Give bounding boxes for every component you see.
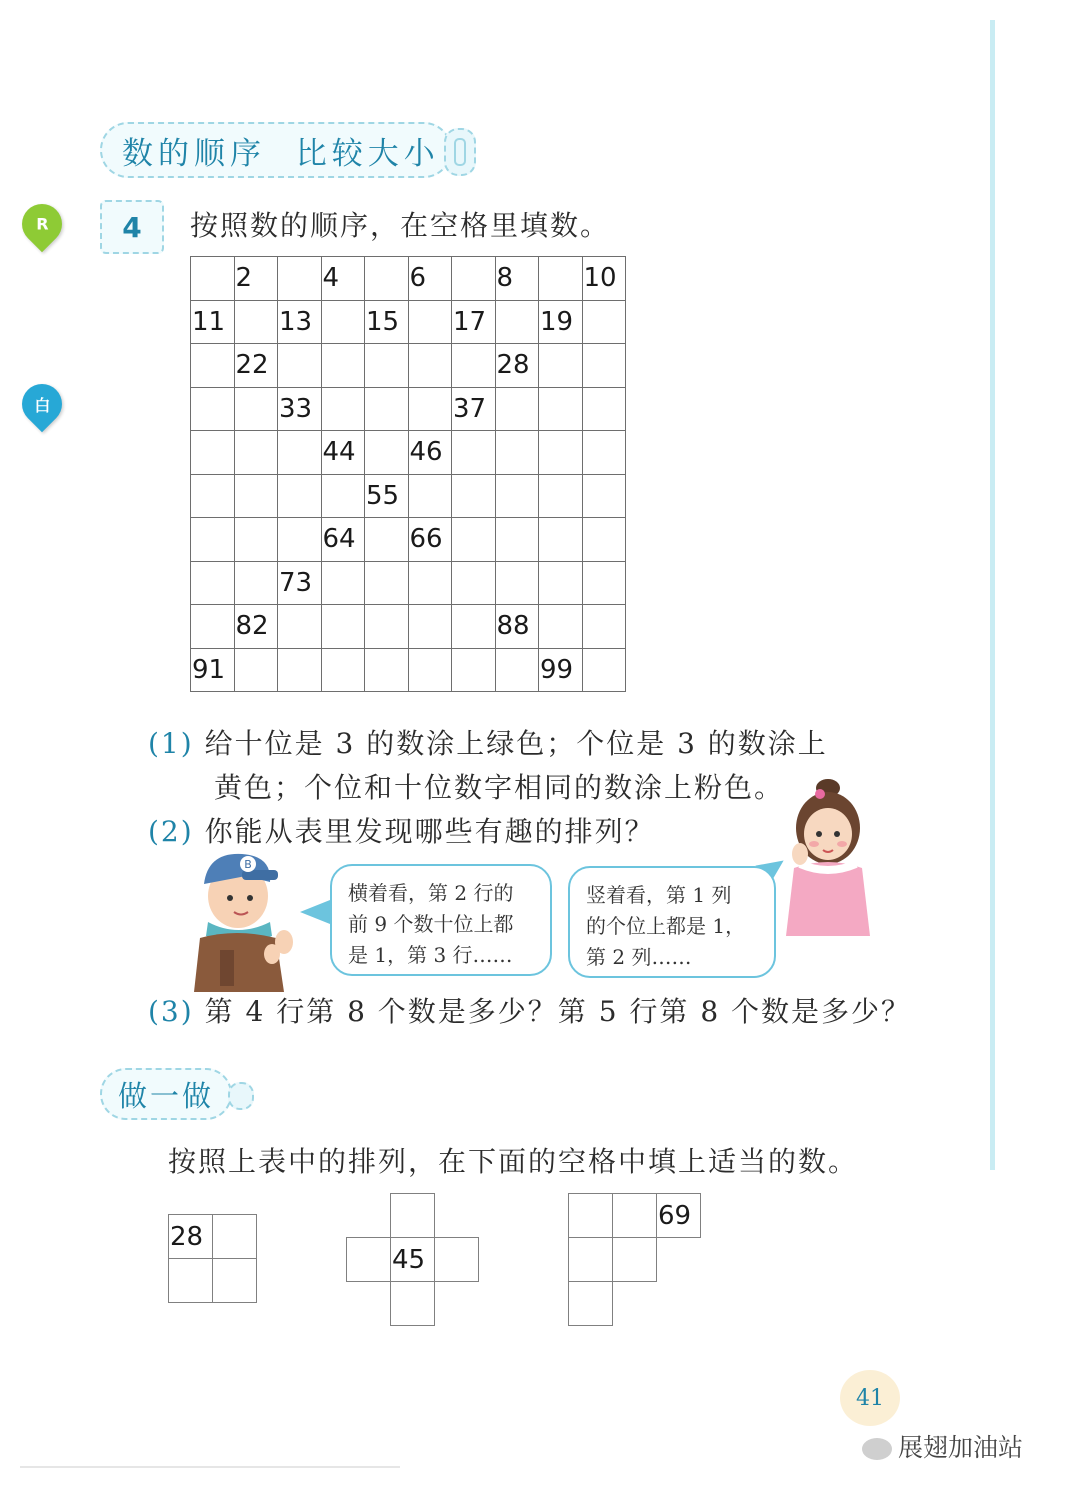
question-2-text: 你能从表里发现哪些有趣的排列？ xyxy=(204,815,655,848)
grid-cell[interactable] xyxy=(539,561,583,605)
grid-cell[interactable] xyxy=(582,300,626,344)
try-it-cap-icon xyxy=(228,1082,254,1110)
grid-cell[interactable] xyxy=(278,648,322,692)
watermark-text: 展翅加油站 xyxy=(898,1433,1024,1462)
grid-cell[interactable] xyxy=(234,387,278,431)
grid-cell[interactable]: 22 xyxy=(234,344,278,388)
try-it-banner xyxy=(100,1068,232,1120)
scroll-cap-icon xyxy=(444,128,476,176)
grid-cell[interactable] xyxy=(539,474,583,518)
question-2-number: (2) xyxy=(148,815,194,848)
grid-cell[interactable]: 73 xyxy=(278,561,322,605)
grid-cell[interactable]: 82 xyxy=(234,605,278,649)
green-pin-letter: R xyxy=(35,214,49,234)
grid-cell[interactable] xyxy=(539,431,583,475)
grid-cell[interactable] xyxy=(278,431,322,475)
grid-cell[interactable] xyxy=(452,474,496,518)
grid-cell[interactable] xyxy=(191,605,235,649)
grid-cell[interactable]: 37 xyxy=(452,387,496,431)
watermark xyxy=(862,1428,1023,1464)
grid-cell[interactable] xyxy=(408,300,452,344)
fill-cell[interactable] xyxy=(568,1281,613,1326)
grid-cell[interactable] xyxy=(495,518,539,562)
question-2 xyxy=(148,810,655,850)
section-title-banner xyxy=(100,122,452,178)
section-title: 数的顺序 比较大小 xyxy=(122,135,440,172)
question-3 xyxy=(148,990,911,1030)
grid-cell[interactable] xyxy=(278,474,322,518)
grid-cell[interactable] xyxy=(191,474,235,518)
question-1-text-line-1: 给十位是 3 的数涂上绿色；个位是 3 的数涂上 xyxy=(204,727,828,760)
grid-cell[interactable] xyxy=(234,474,278,518)
grid-cell[interactable] xyxy=(452,561,496,605)
grid-cell[interactable] xyxy=(234,561,278,605)
page-number: 41 xyxy=(856,1385,884,1411)
grid-cell[interactable] xyxy=(191,518,235,562)
grid-cell[interactable] xyxy=(365,605,409,649)
bottom-rule xyxy=(20,1466,400,1468)
grid-cell[interactable] xyxy=(539,387,583,431)
grid-cell[interactable] xyxy=(234,300,278,344)
grid-cell[interactable]: 4 xyxy=(321,257,365,301)
grid-cell[interactable] xyxy=(408,648,452,692)
question-3-text: 第 4 行第 8 个数是多少？第 5 行第 8 个数是多少？ xyxy=(204,995,912,1028)
grid-cell[interactable] xyxy=(452,257,496,301)
grid-cell[interactable]: 17 xyxy=(452,300,496,344)
question-1-text-line-2: 黄色；个位和十位数字相同的数涂上粉色。 xyxy=(214,771,785,804)
try-it-title: 做一做 xyxy=(117,1078,214,1113)
grid-cell[interactable] xyxy=(539,605,583,649)
grid-cell[interactable] xyxy=(582,474,626,518)
grid-cell[interactable]: 44 xyxy=(321,431,365,475)
grid-cell[interactable] xyxy=(321,605,365,649)
fill-cell[interactable] xyxy=(390,1193,435,1238)
grid-cell[interactable] xyxy=(582,605,626,649)
fill-cell[interactable] xyxy=(568,1237,613,1282)
grid-row xyxy=(191,257,626,301)
grid-cell[interactable]: 91 xyxy=(191,648,235,692)
grid-cell[interactable]: 15 xyxy=(365,300,409,344)
grid-row xyxy=(191,474,626,518)
fill-cell[interactable]: 45 xyxy=(390,1237,435,1282)
grid-cell[interactable] xyxy=(234,648,278,692)
boy-illustration xyxy=(186,846,302,992)
grid-row xyxy=(191,344,626,388)
grid-cell[interactable] xyxy=(321,474,365,518)
boy-bubble-line: 是 1，第 3 行…… xyxy=(348,943,513,967)
grid-cell[interactable] xyxy=(452,648,496,692)
fill-cell[interactable] xyxy=(212,1214,257,1259)
grid-cell[interactable] xyxy=(321,561,365,605)
grid-cell[interactable] xyxy=(365,648,409,692)
grid-cell[interactable] xyxy=(321,344,365,388)
grid-cell[interactable] xyxy=(408,387,452,431)
grid-cell[interactable] xyxy=(408,561,452,605)
grid-cell[interactable] xyxy=(408,474,452,518)
fill-cell[interactable]: 28 xyxy=(168,1214,213,1259)
grid-cell[interactable]: 8 xyxy=(495,257,539,301)
grid-cell[interactable]: 10 xyxy=(582,257,626,301)
fill-cell[interactable] xyxy=(346,1237,391,1282)
grid-cell[interactable]: 13 xyxy=(278,300,322,344)
fill-cell[interactable] xyxy=(168,1258,213,1303)
grid-cell[interactable] xyxy=(539,518,583,562)
grid-cell[interactable]: 11 xyxy=(191,300,235,344)
grid-cell[interactable] xyxy=(582,344,626,388)
grid-cell[interactable] xyxy=(278,605,322,649)
example-number: 4 xyxy=(122,210,142,244)
try-it-instruction: 按照上表中的排列，在下面的空格中填上适当的数。 xyxy=(168,1145,859,1178)
girl-illustration xyxy=(780,776,876,936)
grid-cell[interactable] xyxy=(582,518,626,562)
fill-cell[interactable]: 69 xyxy=(656,1193,701,1238)
grid-cell[interactable] xyxy=(321,300,365,344)
grid-cell[interactable] xyxy=(452,518,496,562)
page-edge-rule xyxy=(990,20,995,1170)
grid-cell[interactable] xyxy=(582,387,626,431)
grid-cell[interactable] xyxy=(582,431,626,475)
grid-row xyxy=(191,561,626,605)
grid-cell[interactable] xyxy=(452,344,496,388)
grid-cell[interactable]: 88 xyxy=(495,605,539,649)
grid-cell[interactable] xyxy=(278,518,322,562)
grid-cell[interactable]: 46 xyxy=(408,431,452,475)
blue-pin-icon xyxy=(14,376,71,433)
grid-cell[interactable] xyxy=(452,431,496,475)
grid-cell[interactable] xyxy=(191,561,235,605)
grid-cell[interactable] xyxy=(539,257,583,301)
grid-cell[interactable]: 2 xyxy=(234,257,278,301)
grid-cell[interactable]: 33 xyxy=(278,387,322,431)
grid-cell[interactable] xyxy=(582,561,626,605)
grid-cell[interactable] xyxy=(191,387,235,431)
grid-cell[interactable] xyxy=(495,561,539,605)
grid-cell[interactable] xyxy=(278,257,322,301)
boy-bubble-line: 横着看，第 2 行的 xyxy=(348,881,514,905)
grid-row xyxy=(191,518,626,562)
grid-cell[interactable] xyxy=(582,648,626,692)
boy-cap-letter: B xyxy=(244,858,252,871)
page-number-badge xyxy=(840,1370,900,1426)
girl-bubble-line: 的个位上都是 1， xyxy=(586,914,746,938)
example-instruction: 按照数的顺序，在空格里填数。 xyxy=(190,209,611,242)
wechat-icon xyxy=(862,1438,892,1460)
blue-pin-glyph: 白 xyxy=(33,395,51,415)
green-pin-icon xyxy=(14,196,71,253)
grid-cell[interactable]: 6 xyxy=(408,257,452,301)
grid-cell[interactable] xyxy=(321,648,365,692)
grid-cell[interactable] xyxy=(495,648,539,692)
grid-cell[interactable] xyxy=(495,300,539,344)
grid-cell[interactable] xyxy=(365,257,409,301)
fill-cell[interactable] xyxy=(434,1237,479,1282)
grid-cell[interactable]: 28 xyxy=(495,344,539,388)
grid-cell[interactable]: 55 xyxy=(365,474,409,518)
girl-speech-bubble xyxy=(568,866,776,978)
grid-cell[interactable] xyxy=(321,387,365,431)
girl-bubble-line: 第 2 列…… xyxy=(586,945,692,969)
grid-cell[interactable] xyxy=(234,431,278,475)
grid-row xyxy=(191,431,626,475)
grid-row xyxy=(191,605,626,649)
fill-cell[interactable] xyxy=(390,1281,435,1326)
grid-row xyxy=(191,300,626,344)
grid-cell[interactable] xyxy=(191,257,235,301)
grid-cell[interactable]: 64 xyxy=(321,518,365,562)
grid-cell[interactable]: 99 xyxy=(539,648,583,692)
grid-cell[interactable]: 66 xyxy=(408,518,452,562)
grid-row xyxy=(191,387,626,431)
boy-speech-bubble xyxy=(330,864,552,976)
grid-cell[interactable] xyxy=(191,431,235,475)
grid-cell[interactable] xyxy=(234,518,278,562)
grid-cell[interactable] xyxy=(495,387,539,431)
girl-bubble-line: 竖着看，第 1 列 xyxy=(586,883,732,907)
fill-cell[interactable] xyxy=(212,1258,257,1303)
grid-cell[interactable] xyxy=(539,344,583,388)
boy-bubble-line: 前 9 个数十位上都 xyxy=(348,912,514,936)
question-1-line-1 xyxy=(148,722,828,762)
grid-cell[interactable] xyxy=(365,518,409,562)
fill-cell[interactable] xyxy=(612,1193,657,1238)
grid-cell[interactable] xyxy=(191,344,235,388)
grid-cell[interactable] xyxy=(365,387,409,431)
grid-cell[interactable] xyxy=(495,474,539,518)
fill-cell[interactable] xyxy=(568,1193,613,1238)
question-3-number: (3) xyxy=(148,995,194,1028)
grid-cell[interactable] xyxy=(365,561,409,605)
fill-cell[interactable] xyxy=(612,1237,657,1282)
grid-cell[interactable] xyxy=(408,344,452,388)
grid-cell[interactable] xyxy=(278,344,322,388)
grid-row xyxy=(191,648,626,692)
question-1-number: (1) xyxy=(148,727,194,760)
grid-cell[interactable] xyxy=(452,605,496,649)
boy-bubble-tail xyxy=(300,900,330,924)
grid-cell[interactable] xyxy=(408,605,452,649)
grid-cell[interactable] xyxy=(365,431,409,475)
grid-cell[interactable] xyxy=(495,431,539,475)
hundred-chart-grid xyxy=(190,256,626,692)
grid-cell[interactable]: 19 xyxy=(539,300,583,344)
example-number-badge xyxy=(100,200,164,254)
grid-cell[interactable] xyxy=(365,344,409,388)
